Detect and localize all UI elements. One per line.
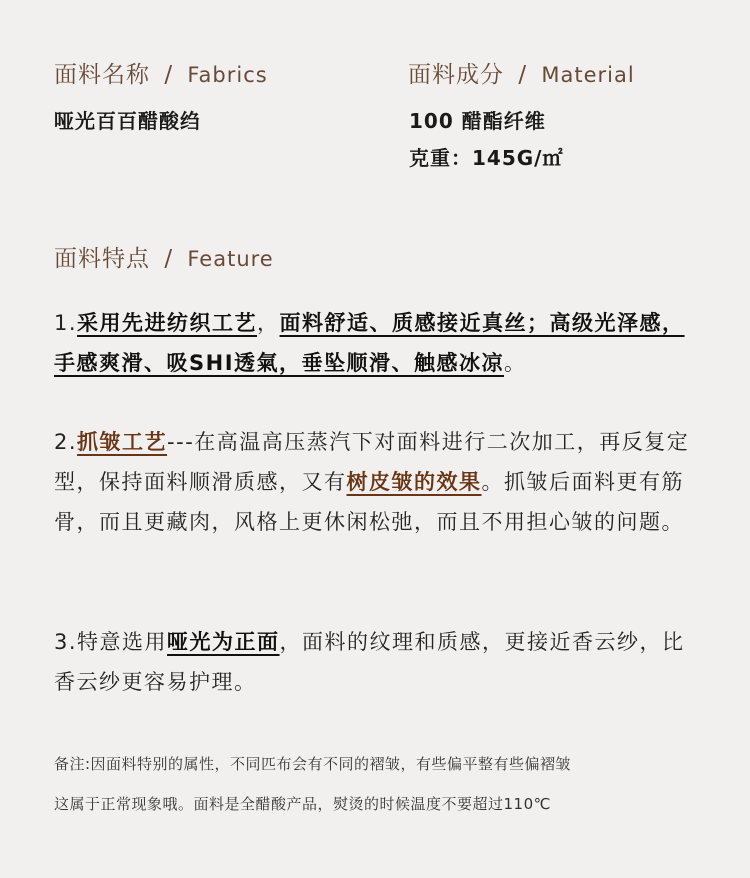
feature-label-cn: 面料特点 — [54, 246, 150, 272]
weight-label: 克重： — [409, 146, 472, 170]
fabric-value: 哑光百百醋酸绉 — [54, 109, 201, 133]
material-label-cn: 面料成分 — [408, 62, 504, 88]
p2-text-2: 。抓皱后面料更有筋骨，而且更藏肉，风格上更休闲松弛，而且不用担心皱的问题。 — [54, 470, 684, 534]
p1-text-1: ， — [257, 311, 280, 335]
note-line-1: 备注:因面料特别的属性，不同匹布会有不同的褶皱，有些偏平整有些偏褶皱 — [54, 755, 572, 773]
p3-text-2: ，面料的纹理和质感，更接近香云纱，比香云纱更容易护理。 — [54, 630, 685, 694]
p3-bold-1: 哑光为正面 — [167, 630, 280, 654]
fabric-label-cn: 面料名称 — [54, 62, 150, 88]
material-header — [408, 56, 635, 89]
material-weight — [409, 142, 563, 171]
p2-text-1: ---在高温高压蒸汽下对面料进行二次加工，再反复定型，保持面料顺滑质感，又有 — [54, 430, 690, 494]
feature-header — [54, 240, 274, 273]
feature-label-en: Feature — [187, 247, 274, 271]
p1-bold-1: 采用先进纺织工艺 — [77, 311, 258, 335]
fabric-sep: / — [164, 62, 174, 88]
weight-value: 145G/㎡ — [472, 146, 564, 170]
p3-text-1: 特意选用 — [77, 630, 168, 654]
fabric-header — [54, 56, 268, 89]
p2-bold-1: 抓皱工艺 — [77, 430, 168, 454]
p1-text-2: 。 — [504, 351, 527, 375]
p2-number: 2. — [54, 430, 78, 454]
p1-number: 1. — [54, 311, 78, 335]
feature-sep: / — [164, 246, 174, 272]
p1-bold-2: 面料舒适、质感接近真丝；高级光泽感，手感爽滑、吸SHI透氣，垂坠顺滑、触感冰凉 — [54, 311, 685, 375]
p3-number: 3. — [54, 630, 78, 654]
feature-paragraph-1 — [54, 303, 704, 383]
care-note — [54, 744, 714, 824]
note-line-2: 这属于正常现象哦。面料是全醋酸产品，熨烫的时候温度不要超过110℃ — [54, 795, 551, 813]
fabric-label-en: Fabrics — [187, 63, 268, 87]
feature-paragraph-2 — [54, 422, 704, 542]
material-value: 100 醋酯纤维 — [409, 109, 546, 133]
feature-paragraph-3 — [54, 622, 704, 702]
p2-bold-2: 树皮皱的效果 — [346, 470, 482, 494]
material-sep: / — [518, 62, 528, 88]
material-label-en: Material — [541, 63, 635, 87]
